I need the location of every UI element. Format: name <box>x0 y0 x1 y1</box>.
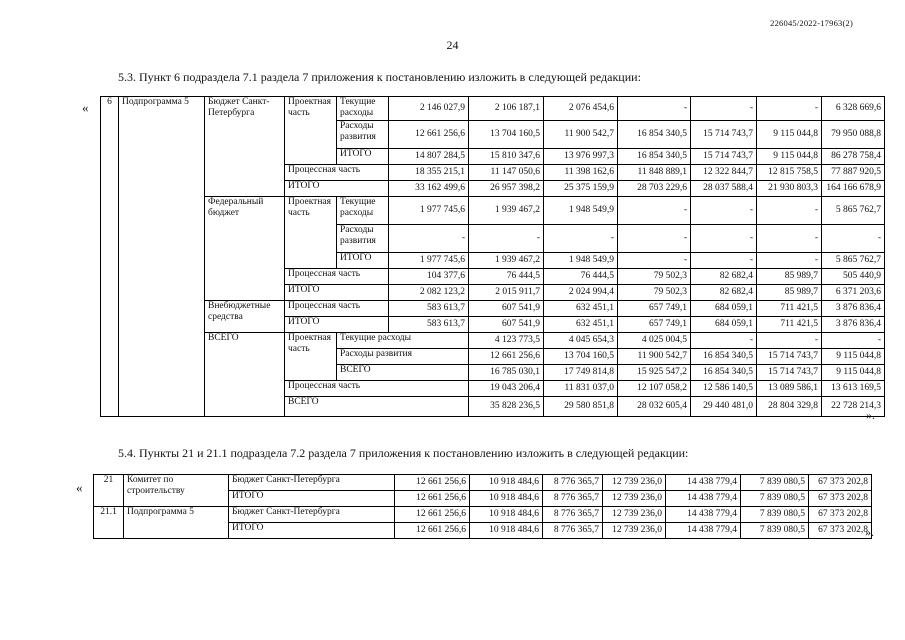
open-quote-2: « <box>76 480 83 495</box>
value-cell: 505 440,9 <box>822 269 885 285</box>
value-cell: 12 661 256,6 <box>395 523 470 539</box>
value-cell: - <box>618 225 691 253</box>
value-cell: 711 421,5 <box>757 317 822 333</box>
value-cell: 12 661 256,6 <box>395 475 470 491</box>
value-cell: 12 739 236,0 <box>603 507 666 523</box>
value-cell: 12 739 236,0 <box>603 491 666 507</box>
table-row <box>101 333 885 349</box>
close-quote-2: ». <box>865 525 874 539</box>
value-cell: - <box>618 97 691 121</box>
value-cell: 632 451,1 <box>544 317 618 333</box>
value-cell: 12 661 256,6 <box>469 349 544 365</box>
project-part-label: Проектная часть <box>285 333 337 381</box>
value-cell: 10 918 484,6 <box>470 507 543 523</box>
value-cell: 76 444,5 <box>544 269 618 285</box>
item-name: Подпрограмма 5 <box>124 507 229 539</box>
value-cell: 82 682,4 <box>691 285 757 301</box>
total-label: ВСЕГО <box>337 365 469 381</box>
value-cell: 11 147 050,6 <box>469 165 544 181</box>
value-cell: 3 876 836,4 <box>822 301 885 317</box>
value-cell: 2 076 454,6 <box>544 97 618 121</box>
table-row <box>94 507 872 523</box>
source-spb: Бюджет Санкт-Петербурга <box>205 97 285 197</box>
value-cell: 104 377,6 <box>389 269 469 285</box>
itogo-label: ИТОГО <box>285 285 389 301</box>
value-cell: 1 948 549,9 <box>544 197 618 225</box>
value-cell: 684 059,1 <box>691 317 757 333</box>
value-cell: 16 854 340,5 <box>618 149 691 165</box>
value-cell: - <box>389 225 469 253</box>
value-cell: 11 398 162,6 <box>544 165 618 181</box>
value-cell: 15 925 547,2 <box>618 365 691 381</box>
paragraph-5-4: 5.4. Пункты 21 и 21.1 подраздела 7.2 раздела 7 приложения к постановлению изложить в следующей редакции: <box>118 446 689 460</box>
itogo-label: ИТОГО <box>285 181 389 197</box>
project-part-label: Проектная часть <box>285 97 337 165</box>
value-cell: 632 451,1 <box>544 301 618 317</box>
value-cell: 11 900 542,7 <box>618 349 691 365</box>
process-part-label: Процессная часть <box>285 301 389 317</box>
process-part-label: Процессная часть <box>285 165 389 181</box>
value-cell: 12 661 256,6 <box>395 491 470 507</box>
value-cell: - <box>691 197 757 225</box>
value-cell: - <box>822 333 885 349</box>
value-cell: 28 804 329,8 <box>757 397 822 417</box>
value-cell: 9 115 044,8 <box>757 121 822 149</box>
value-cell: 13 704 160,5 <box>469 121 544 149</box>
value-cell: 6 371 203,6 <box>822 285 885 301</box>
value-cell: - <box>691 225 757 253</box>
value-cell: 18 355 215,1 <box>389 165 469 181</box>
value-cell: 67 373 202,8 <box>809 475 872 491</box>
value-cell: 21 930 803,3 <box>757 181 822 197</box>
close-quote-1: ». <box>866 408 875 422</box>
value-cell: 19 043 206,4 <box>469 381 544 397</box>
value-cell: - <box>691 253 757 269</box>
current-expenses-label: Текущие расходы <box>337 333 469 349</box>
value-cell: - <box>822 225 885 253</box>
value-cell: - <box>757 197 822 225</box>
value-cell: 12 107 058,2 <box>618 381 691 397</box>
value-cell: 2 082 123,2 <box>389 285 469 301</box>
value-cell: 17 749 814,8 <box>544 365 618 381</box>
value-cell: - <box>757 97 822 121</box>
value-cell: - <box>757 225 822 253</box>
value-cell: 16 854 340,5 <box>691 349 757 365</box>
value-cell: 4 045 654,3 <box>544 333 618 349</box>
table-row <box>101 197 885 225</box>
value-cell: 1 977 745,6 <box>389 197 469 225</box>
value-cell: 5 865 762,7 <box>822 197 885 225</box>
value-cell: 5 865 762,7 <box>822 253 885 269</box>
value-cell: 607 541,9 <box>469 301 544 317</box>
value-cell: 13 704 160,5 <box>544 349 618 365</box>
funding-source: Бюджет Санкт-Петербурга <box>229 507 395 523</box>
value-cell: 1 948 549,9 <box>544 253 618 269</box>
value-cell: 12 739 236,0 <box>603 475 666 491</box>
value-cell: 14 807 284,5 <box>389 149 469 165</box>
value-cell: 28 703 229,6 <box>618 181 691 197</box>
itogo-label: ИТОГО <box>337 149 389 165</box>
value-cell: 29 580 851,8 <box>544 397 618 417</box>
value-cell: 79 502,3 <box>618 285 691 301</box>
value-cell: 33 162 499,6 <box>389 181 469 197</box>
development-expenses-label: Расходы развития <box>337 225 389 253</box>
value-cell: 7 839 080,5 <box>741 523 809 539</box>
value-cell: 684 059,1 <box>691 301 757 317</box>
development-expenses-label: Расходы развития <box>337 349 469 365</box>
value-cell: 16 854 340,5 <box>691 365 757 381</box>
value-cell: 4 123 773,5 <box>469 333 544 349</box>
value-cell: - <box>544 225 618 253</box>
value-cell: 1 939 467,2 <box>469 253 544 269</box>
total-label: ВСЕГО <box>285 397 469 417</box>
value-cell: 11 831 037,0 <box>544 381 618 397</box>
value-cell: 82 682,4 <box>691 269 757 285</box>
value-cell: 7 839 080,5 <box>741 491 809 507</box>
value-cell: 16 785 030,1 <box>469 365 544 381</box>
funding-source: Бюджет Санкт-Петербурга <box>229 475 395 491</box>
value-cell: - <box>757 333 822 349</box>
value-cell: 6 328 669,6 <box>822 97 885 121</box>
value-cell: 657 749,1 <box>618 317 691 333</box>
table-row <box>101 301 885 317</box>
value-cell: 164 166 678,9 <box>822 181 885 197</box>
value-cell: 12 586 140,5 <box>691 381 757 397</box>
itogo-label: ИТОГО <box>285 317 389 333</box>
current-expenses-label: Текущие расходы <box>337 97 389 121</box>
value-cell: 15 714 743,7 <box>691 149 757 165</box>
project-part-label: Проектная часть <box>285 197 337 269</box>
value-cell: 12 815 758,5 <box>757 165 822 181</box>
funding-source: ИТОГО <box>229 523 395 539</box>
value-cell: 583 613,7 <box>389 317 469 333</box>
value-cell: 13 613 169,5 <box>822 381 885 397</box>
value-cell: 2 146 027,9 <box>389 97 469 121</box>
value-cell: 15 714 743,7 <box>757 349 822 365</box>
value-cell: 10 918 484,6 <box>470 475 543 491</box>
value-cell: 79 950 088,8 <box>822 121 885 149</box>
value-cell: 7 839 080,5 <box>741 475 809 491</box>
value-cell: 13 976 997,3 <box>544 149 618 165</box>
value-cell: 11 848 889,1 <box>618 165 691 181</box>
itogo-label: ИТОГО <box>337 253 389 269</box>
open-quote-1: « <box>82 100 89 115</box>
value-cell: 1 977 745,6 <box>389 253 469 269</box>
value-cell: 79 502,3 <box>618 269 691 285</box>
funding-source: ИТОГО <box>229 491 395 507</box>
value-cell: 85 989,7 <box>757 269 822 285</box>
row-number: 6 <box>101 97 119 417</box>
value-cell: 1 939 467,2 <box>469 197 544 225</box>
value-cell: 8 776 365,7 <box>543 523 603 539</box>
value-cell: 15 810 347,6 <box>469 149 544 165</box>
value-cell: 77 887 920,5 <box>822 165 885 181</box>
process-part-label: Процессная часть <box>285 381 469 397</box>
value-cell: 7 839 080,5 <box>741 507 809 523</box>
value-cell: 8 776 365,7 <box>543 475 603 491</box>
value-cell: 15 714 743,7 <box>691 121 757 149</box>
value-cell: 14 438 779,4 <box>666 491 741 507</box>
value-cell: 12 661 256,6 <box>395 507 470 523</box>
table-row <box>101 97 885 121</box>
value-cell: 8 776 365,7 <box>543 491 603 507</box>
value-cell: 12 322 844,7 <box>691 165 757 181</box>
value-cell: 11 900 542,7 <box>544 121 618 149</box>
value-cell: 14 438 779,4 <box>666 475 741 491</box>
value-cell: 12 661 256,6 <box>389 121 469 149</box>
value-cell: 2 106 187,1 <box>469 97 544 121</box>
value-cell: - <box>757 253 822 269</box>
value-cell: 67 373 202,8 <box>809 491 872 507</box>
value-cell: - <box>618 197 691 225</box>
value-cell: 25 375 159,9 <box>544 181 618 197</box>
row-number: 21.1 <box>94 507 124 539</box>
budget-table-7-1 <box>100 96 885 417</box>
value-cell: 10 918 484,6 <box>470 491 543 507</box>
value-cell: 76 444,5 <box>469 269 544 285</box>
development-expenses-label: Расходы развития <box>337 121 389 149</box>
value-cell: 28 037 588,4 <box>691 181 757 197</box>
value-cell: 2 015 911,7 <box>469 285 544 301</box>
paragraph-5-3: 5.3. Пункт 6 подраздела 7.1 раздела 7 приложения к постановлению изложить в следующей редакции: <box>118 70 641 84</box>
value-cell: 607 541,9 <box>469 317 544 333</box>
value-cell: 16 854 340,5 <box>618 121 691 149</box>
page-number: 24 <box>446 38 459 52</box>
value-cell: - <box>691 333 757 349</box>
value-cell: 9 115 044,8 <box>757 149 822 165</box>
value-cell: 583 613,7 <box>389 301 469 317</box>
value-cell: 10 918 484,6 <box>470 523 543 539</box>
value-cell: 67 373 202,8 <box>809 507 872 523</box>
total-label: ВСЕГО <box>205 333 285 417</box>
value-cell: 85 989,7 <box>757 285 822 301</box>
item-name: Комитет по строительству <box>124 475 229 507</box>
value-cell: 8 776 365,7 <box>543 507 603 523</box>
value-cell: - <box>469 225 544 253</box>
process-part-label: Процессная часть <box>285 269 389 285</box>
value-cell: 14 438 779,4 <box>666 523 741 539</box>
value-cell: - <box>691 97 757 121</box>
value-cell: 9 115 044,8 <box>822 349 885 365</box>
source-federal: Федеральный бюджет <box>205 197 285 301</box>
source-extrabudget: Внебюджетные средства <box>205 301 285 333</box>
value-cell: 2 024 994,4 <box>544 285 618 301</box>
value-cell: 657 749,1 <box>618 301 691 317</box>
program-name: Подпрограмма 5 <box>119 97 205 417</box>
value-cell: - <box>618 253 691 269</box>
value-cell: 12 739 236,0 <box>603 523 666 539</box>
row-number: 21 <box>94 475 124 507</box>
value-cell: 86 278 758,4 <box>822 149 885 165</box>
table-row <box>94 475 872 491</box>
current-expenses-label: Текущие расходы <box>337 197 389 225</box>
value-cell: 9 115 044,8 <box>822 365 885 381</box>
value-cell: 711 421,5 <box>757 301 822 317</box>
value-cell: 29 440 481,0 <box>691 397 757 417</box>
value-cell: 22 728 214,3 <box>822 397 885 417</box>
value-cell: 14 438 779,4 <box>666 507 741 523</box>
budget-table-7-2 <box>93 474 872 539</box>
value-cell: 26 957 398,2 <box>469 181 544 197</box>
value-cell: 3 876 836,4 <box>822 317 885 333</box>
value-cell: 13 089 586,1 <box>757 381 822 397</box>
value-cell: 15 714 743,7 <box>757 365 822 381</box>
value-cell: 67 373 202,8 <box>809 523 872 539</box>
value-cell: 4 025 004,5 <box>618 333 691 349</box>
value-cell: 35 828 236,5 <box>469 397 544 417</box>
document-number: 226045/2022-17963(2) <box>770 18 853 28</box>
value-cell: 28 032 605,4 <box>618 397 691 417</box>
